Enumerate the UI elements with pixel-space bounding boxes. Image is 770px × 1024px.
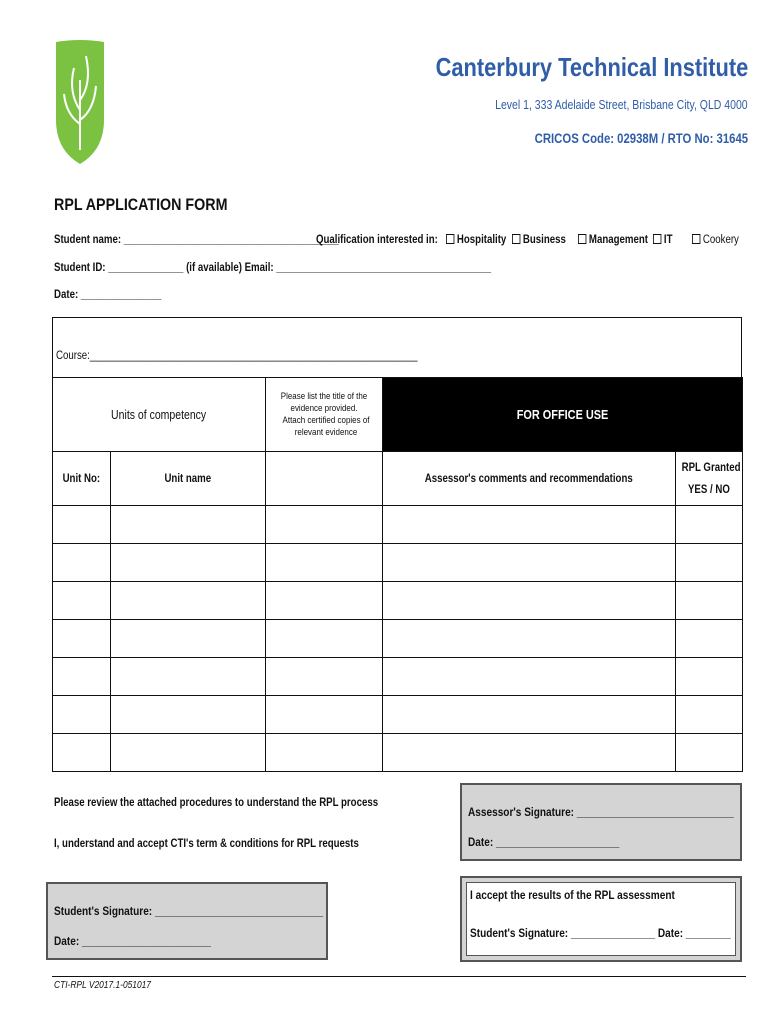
table-row[interactable] [53,658,743,696]
student-name-field[interactable]: Student name: ________________________________________ [54,234,339,246]
accept-terms-text: I, understand and accept CTI's term & conditions for RPL requests [54,838,359,850]
student-id-email-field[interactable]: Student ID: ______________ (if available) Email: ________________________________________ [54,262,492,274]
assessor-date-field[interactable]: Date: ______________________ [468,835,620,849]
institute-cricos: CRICOS Code: 02938M / RTO No: 31645 [534,131,748,146]
table-row[interactable] [53,620,743,658]
rpl-granted-header: RPL Granted YES / NO [676,452,743,506]
assessor-signature-box [460,783,742,861]
units-table [52,377,743,772]
option-management[interactable]: Management [578,234,661,246]
table-row[interactable] [53,582,743,620]
table-row[interactable] [53,506,743,544]
option-hospitality[interactable]: Hospitality [446,234,518,246]
checkbox-icon[interactable] [512,234,520,244]
student-date-field[interactable]: Date: _______________________ [54,934,211,948]
checkbox-icon[interactable] [578,234,586,244]
course-box [52,317,742,377]
checkbox-icon[interactable] [653,234,661,244]
option-it[interactable]: IT [653,234,676,246]
checkbox-icon[interactable] [692,234,700,244]
table-row[interactable] [53,734,743,772]
table-header-row [53,378,743,452]
assessor-signature-field[interactable]: Assessor's Signature: ____________________________ [468,805,734,819]
evidence-column-header [266,452,383,506]
table-row[interactable] [53,544,743,582]
units-header: Units of competency [53,378,266,452]
footer-divider [52,976,746,977]
unit-name-header: Unit name [111,452,266,506]
institute-name: Canterbury Technical Institute [435,52,748,82]
table-row[interactable] [53,696,743,734]
office-use-header: FOR OFFICE USE [383,378,743,452]
unit-no-header: Unit No: [53,452,111,506]
evidence-header: Please list the title of the evidence provided. Attach certified copies of relevant evidence [266,378,383,452]
student-signature-field[interactable]: Student's Signature: ______________________________ [54,904,324,918]
student-signature-box [46,882,328,960]
results-student-signature-field[interactable]: Student's Signature: _______________ Date: ________ [470,926,731,940]
date-field[interactable]: Date: _______________ [54,289,162,301]
form-version-code: CTI-RPL V2017.1-051017 [54,980,151,991]
table-subheader-row [53,452,743,506]
checkbox-icon[interactable] [446,234,454,244]
form-title: RPL APPLICATION FORM [54,195,228,214]
qualification-label: Qualification interested in: [316,234,438,246]
option-business[interactable]: Business [512,234,576,246]
course-field[interactable]: Course:_____________________________________________________________ [56,350,418,362]
institute-logo [54,40,106,166]
option-cookery[interactable]: Cookery [692,234,748,246]
assessor-comments-header: Assessor's comments and recommendations [383,452,676,506]
review-procedures-text: Please review the attached procedures to understand the RPL process [54,797,379,809]
accept-results-text: I accept the results of the RPL assessment [470,888,675,902]
institute-address: Level 1, 333 Adelaide Street, Brisbane City, QLD 4000 [495,98,748,112]
